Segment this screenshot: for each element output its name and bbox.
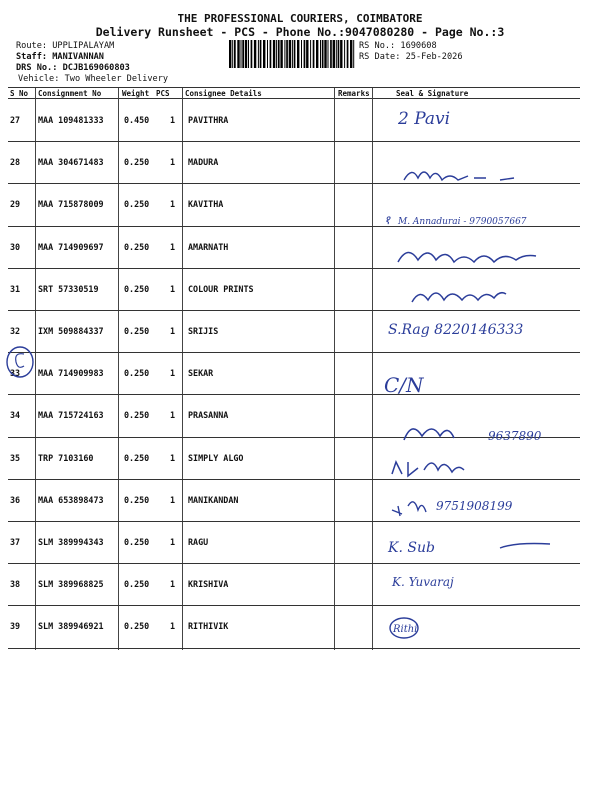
cell-pcs: 1 [170, 199, 176, 210]
rs-date-label: RS Date: [359, 52, 401, 62]
cell-sno: 32 [10, 326, 21, 336]
staff-label: Staff: [16, 52, 48, 62]
cell-weight: 0.250 [124, 494, 150, 505]
signature-29: १ [384, 213, 391, 227]
cell-pcs: 1 [170, 452, 176, 463]
cell-pcs: 1 [170, 537, 176, 547]
cell-consignee: MADURA [188, 157, 219, 168]
cell-consignment: TRP 7103160 [38, 452, 94, 463]
cell-consignee: KRISHIVA [188, 579, 229, 590]
staff-value: MANIVANNAN [52, 52, 104, 62]
route-label: Route: [16, 41, 48, 51]
cell-weight: 0.250 [124, 326, 150, 336]
signature-31 [412, 293, 506, 302]
cell-pcs: 1 [170, 494, 176, 505]
cell-consignment: MAA 653898473 [38, 494, 104, 505]
cell-consignment: MAA 715724163 [38, 410, 104, 421]
cell-consignment: MAA 714909983 [38, 368, 104, 379]
drs-value: DCJB169060803 [62, 63, 130, 73]
cell-sno: 34 [10, 410, 21, 421]
rs-date-value: 25-Feb-2026 [405, 52, 463, 62]
cell-consignee: COLOUR PRINTS [188, 283, 254, 294]
cell-weight: 0.450 [124, 115, 150, 125]
signature-29-note: M. Annadurai - 9790057667 [398, 217, 527, 227]
route-value: UPPLIPALAYAM [52, 41, 115, 51]
cell-weight: 0.250 [124, 241, 150, 252]
rs-no-label: RS No.: [359, 41, 396, 51]
cell-consignee: RAGU [188, 537, 209, 547]
cell-sno: 28 [10, 157, 21, 168]
col-remarks: Remarks [338, 89, 370, 98]
cell-weight: 0.250 [124, 283, 150, 294]
cell-pcs: 1 [170, 241, 176, 252]
cell-consignment: SLM 389946921 [38, 621, 104, 632]
cell-consignee: MANIKANDAN [188, 494, 239, 505]
cell-consignee: SRIJIS [188, 326, 219, 336]
col-pcs: PCS [156, 89, 170, 98]
col-consignment: Consignment No [38, 89, 102, 98]
cell-weight: 0.250 [124, 621, 150, 632]
drs-label: DRS No.: [16, 63, 58, 73]
cell-consignee: KAVITHA [188, 199, 224, 210]
cell-consignment: MAA 109481333 [38, 115, 104, 125]
cell-pcs: 1 [170, 579, 176, 590]
cell-weight: 0.250 [124, 157, 150, 168]
signature-28 [404, 172, 514, 180]
cell-consignee: PAVITHRA [188, 115, 229, 125]
cell-sno: 38 [10, 579, 21, 590]
cell-consignment: SLM 389968825 [38, 579, 104, 590]
col-sno: S No [10, 89, 29, 98]
vehicle-label: Vehicle: [18, 74, 60, 84]
cell-consignment: SLM 389994343 [38, 537, 104, 547]
cell-consignment: MAA 714909697 [38, 241, 104, 252]
signature-35 [392, 462, 464, 476]
cell-sno: 33 [10, 368, 21, 379]
cell-consignee: AMARNATH [188, 241, 229, 252]
signature-38: K. Yuvaraj [392, 575, 454, 589]
cell-sno: 35 [10, 452, 21, 463]
signature-36-mark [392, 502, 426, 516]
cell-consignment: MAA 715878009 [38, 199, 104, 210]
cell-consignee: RITHIVIK [188, 621, 229, 632]
rs-no-value: 1690608 [400, 41, 437, 51]
cell-sno: 39 [10, 621, 21, 632]
cell-weight: 0.250 [124, 452, 150, 463]
cell-weight: 0.250 [124, 199, 150, 210]
signature-36: 9751908199 [436, 499, 513, 513]
col-signature: Seal & Signature [396, 89, 469, 98]
cell-pcs: 1 [170, 283, 176, 294]
cell-pcs: 1 [170, 621, 176, 632]
cell-consignment: SRT 57330519 [38, 283, 99, 294]
signature-34 [404, 429, 454, 440]
col-consignee: Consignee Details [185, 89, 262, 98]
cell-pcs: 1 [170, 326, 176, 336]
cell-consignment: MAA 304671483 [38, 157, 104, 168]
sno-circle-c-mark [16, 354, 24, 368]
col-weight: Weight [122, 89, 150, 98]
sno-circle-mark [7, 347, 33, 377]
cell-sno: 27 [10, 115, 21, 125]
cell-pcs: 1 [170, 115, 176, 125]
cell-consignee: SIMPLY ALGO [188, 452, 244, 463]
cell-sno: 29 [10, 199, 21, 210]
cell-weight: 0.250 [124, 368, 150, 379]
vehicle-value: Two Wheeler Delivery [64, 74, 169, 84]
cell-pcs: 1 [170, 368, 176, 379]
doc-subtitle: Delivery Runsheet - PCS - Phone No.:9047080280 - Page No.:3 [95, 25, 505, 39]
cell-weight: 0.250 [124, 579, 150, 590]
cell-consignment: IXM 509884337 [38, 326, 104, 336]
signature-37-stroke [500, 544, 550, 549]
doc-title: THE PROFESSIONAL COURIERS, COIMBATORE [177, 12, 423, 25]
cell-sno: 37 [10, 537, 21, 547]
cell-pcs: 1 [170, 410, 176, 421]
cell-sno: 36 [10, 494, 21, 505]
cell-consignee: SEKAR [188, 368, 214, 379]
signature-30 [398, 252, 536, 262]
cell-pcs: 1 [170, 157, 176, 168]
signature-27: 2 Pavi [398, 109, 451, 129]
signature-39: Rithi [393, 624, 418, 635]
cell-consignee: PRASANNA [188, 410, 229, 421]
signature-34-phone: 9637890 [488, 429, 542, 443]
signature-32: S.Rag 8220146333 [388, 322, 524, 338]
signature-37: K. Sub [388, 540, 435, 556]
cell-sno: 31 [10, 283, 21, 294]
cell-weight: 0.250 [124, 410, 150, 421]
cell-sno: 30 [10, 241, 21, 252]
signature-33: C/N [384, 373, 424, 397]
cell-weight: 0.250 [124, 537, 150, 547]
